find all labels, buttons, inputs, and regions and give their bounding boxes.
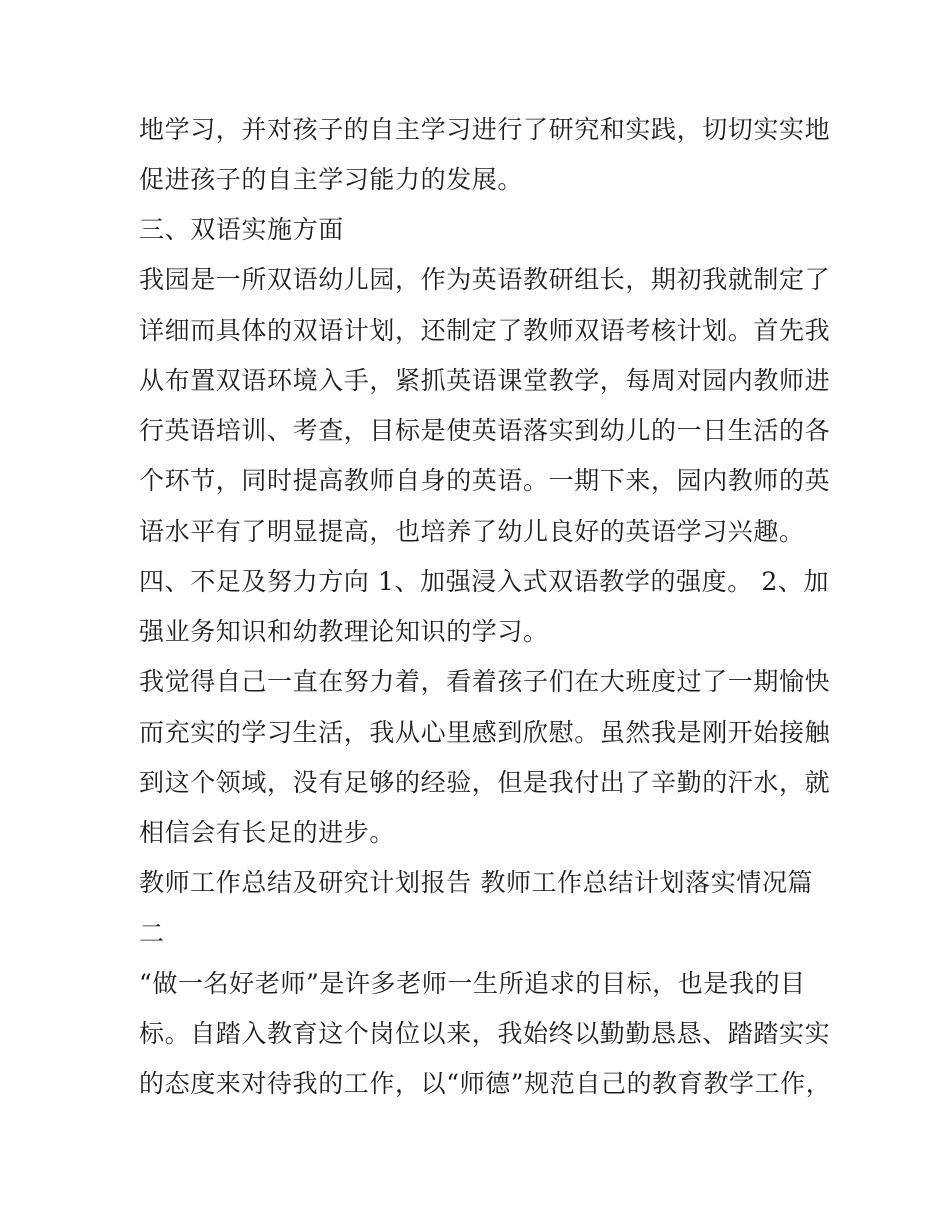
text-line: 我觉得自己一直在努力着，看着孩子们在大班度过了一期愉快	[139, 667, 831, 696]
text-line: “做一名好老师”是许多老师一生所追求的目标，也是我的目	[139, 969, 806, 998]
text-line: 详细而具体的双语计划，还制定了教师双语考核计划。首先我	[139, 316, 831, 345]
text-line: 促进孩子的自主学习能力的发展。	[139, 165, 524, 194]
text-line: 语水平有了明显提高，也培养了幼儿良好的英语学习兴趣。	[139, 517, 805, 546]
text-line: 我园是一所双语幼儿园，作为英语教研组长，期初我就制定了	[139, 265, 831, 294]
text-line: 强业务知识和幼教理论知识的学习。	[139, 617, 549, 646]
text-line: 相信会有长足的进步。	[139, 818, 396, 847]
text-line: 个环节，同时提高教师自身的英语。一期下来，园内教师的英	[139, 466, 831, 495]
text-line: 标。自踏入教育这个岗位以来，我始终以勤勤恳恳、踏踏实实	[139, 1019, 831, 1048]
text-line: 地学习，并对孩子的自主学习进行了研究和实践，切切实实地	[139, 115, 831, 144]
text-line: 从布置双语环境入手，紧抓英语课堂教学，每周对园内教师进	[139, 366, 831, 395]
text-line: 到这个领域，没有足够的经验，但是我付出了辛勤的汗水，就	[139, 768, 831, 797]
text-line: 四、不足及努力方向 1、加强浸入式双语教学的强度。 2、加	[139, 567, 830, 596]
section-heading: 三、双语实施方面	[139, 215, 344, 244]
section-heading: 二	[139, 919, 165, 948]
text-line: 行英语培训、考查，目标是使英语落实到幼儿的一日生活的各	[139, 416, 831, 445]
text-line: 的态度来对待我的工作，以“师德”规范自己的教育教学工作，	[139, 1069, 832, 1098]
section-heading: 教师工作总结及研究计划报告 教师工作总结计划落实情况篇	[139, 868, 814, 897]
text-line: 而充实的学习生活，我从心里感到欣慰。虽然我是刚开始接触	[139, 718, 831, 747]
